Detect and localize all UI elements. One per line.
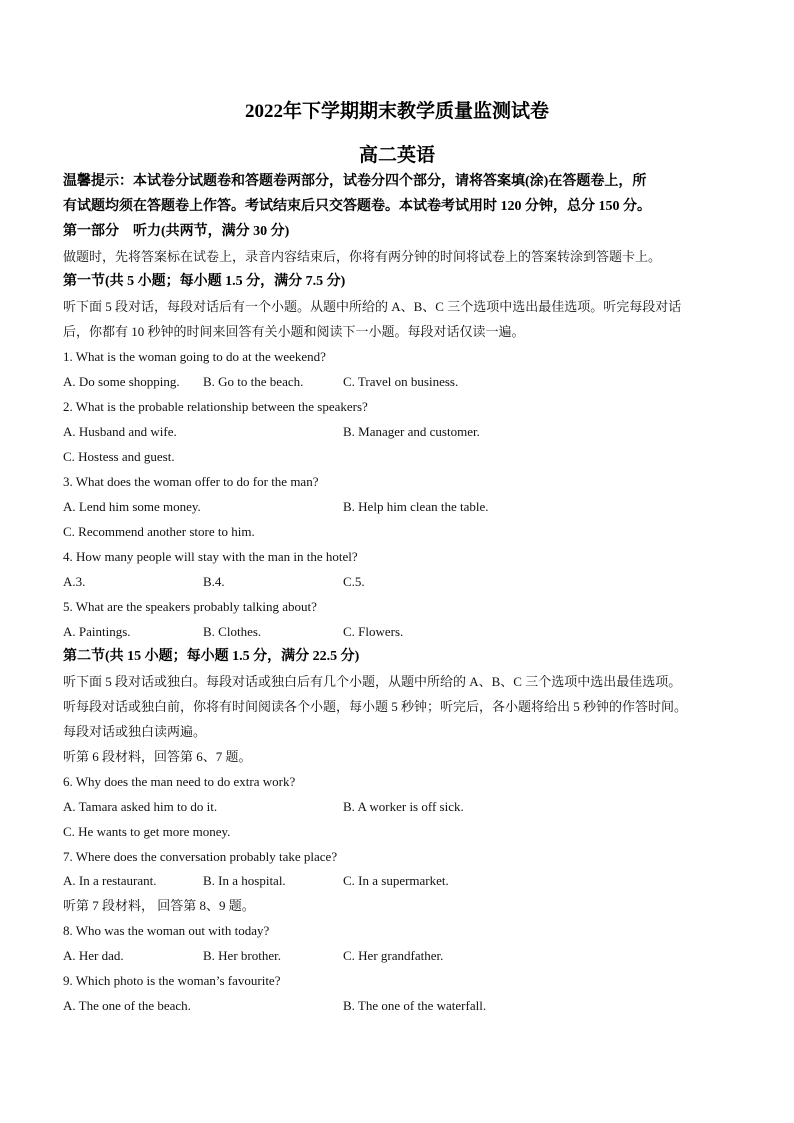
section1-instruction-1: 听下面 5 段对话，每段对话后有一个小题。从题中所给的 A、B、C 三个选项中选出最佳选项。听完每段对话 xyxy=(63,299,682,314)
question-7-stem: 7. Where does the conversation probably take place? xyxy=(63,849,338,864)
question-3-option-b: B. Help him clean the table. xyxy=(343,499,489,514)
question-7-option-b: B. In a hospital. xyxy=(203,873,286,888)
exam-subtitle: 高二英语 xyxy=(358,145,435,166)
question-2-option-c: C. Hostess and guest. xyxy=(63,449,175,464)
question-9-stem: 9. Which photo is the woman’s favourite? xyxy=(63,973,281,988)
section2-instruction-1: 听下面 5 段对话或独白。每段对话或独白后有几个小题，从题中所给的 A、B、C 三个选项中选出最佳选项。 xyxy=(63,674,682,689)
question-8-option-a: A. Her dad. xyxy=(63,948,124,963)
question-4-option-c: C.5. xyxy=(343,574,365,589)
question-6-stem: 6. Why does the man need to do extra work? xyxy=(63,774,296,789)
question-6-option-c: C. He wants to get more money. xyxy=(63,824,231,839)
question-2-option-a: A. Husband and wife. xyxy=(63,424,177,439)
section1-heading: 第一节(共 5 小题；每小题 1.5 分，满分 7.5 分) xyxy=(63,274,346,289)
question-4-option-a: A.3. xyxy=(63,574,86,589)
question-7-option-c: C. In a supermarket. xyxy=(343,873,449,888)
material-7-note: 听第 7 段材料， 回答第 8、9 题。 xyxy=(63,898,255,913)
section2-heading: 第二节(共 15 小题；每小题 1.5 分，满分 22.5 分) xyxy=(63,649,360,664)
question-2-option-b: B. Manager and customer. xyxy=(343,424,480,439)
tip-line-1: 温馨提示：本试卷分试题卷和答题卷两部分，试卷分四个部分，请将答案填(涂)在答题卷上，所 xyxy=(63,174,647,189)
question-8-stem: 8. Who was the woman out with today? xyxy=(63,923,270,938)
section1-instruction-2: 后，你都有 10 秒钟的时间来回答有关小题和阅读下一小题。每段对话仅读一遍。 xyxy=(63,324,525,339)
tip-line-2: 有试题均须在答题卷上作答。考试结束后只交答题卷。本试卷考试用时 120 分钟，总分 150 分。 xyxy=(63,199,651,214)
question-7-option-a: A. In a restaurant. xyxy=(63,873,157,888)
question-3-option-c: C. Recommend another store to him. xyxy=(63,524,255,539)
question-6-option-b: B. A worker is off sick. xyxy=(343,799,464,814)
material-6-note: 听第 6 段材料，回答第 6、7 题。 xyxy=(63,749,252,764)
question-3-stem: 3. What does the woman offer to do for the man? xyxy=(63,474,319,489)
part1-heading: 第一部分 听力(共两节，满分 30 分) xyxy=(63,224,290,239)
section2-instruction-3: 每段对话或独白读两遍。 xyxy=(63,724,207,739)
question-3-option-a: A. Lend him some money. xyxy=(63,499,201,514)
question-9-option-a: A. The one of the beach. xyxy=(63,998,191,1013)
question-5-option-a: A. Paintings. xyxy=(63,624,131,639)
question-1-option-a: A. Do some shopping. xyxy=(63,374,180,389)
question-4-stem: 4. How many people will stay with the man in the hotel? xyxy=(63,549,358,564)
question-1-stem: 1. What is the woman going to do at the weekend? xyxy=(63,349,326,364)
question-5-option-b: B. Clothes. xyxy=(203,624,262,639)
question-1-option-c: C. Travel on business. xyxy=(343,374,459,389)
part1-instruction: 做题时，先将答案标在试卷上，录音内容结束后，你将有两分钟的时间将试卷上的答案转涂到答题卡上。 xyxy=(63,249,662,264)
question-1-option-b: B. Go to the beach. xyxy=(203,374,304,389)
question-6-option-a: A. Tamara asked him to do it. xyxy=(63,799,218,814)
question-8-option-b: B. Her brother. xyxy=(203,948,281,963)
section2-instruction-2: 听每段对话或独白前，你将有时间阅读各个小题，每小题 5 秒钟；听完后，各小题将给出 5 秒钟的作答时间。 xyxy=(63,699,688,714)
question-4-option-b: B.4. xyxy=(203,574,225,589)
question-5-option-c: C. Flowers. xyxy=(343,624,404,639)
exam-title: 2022年下学期期末教学质量监测试卷 xyxy=(244,101,549,122)
question-9-option-b: B. The one of the waterfall. xyxy=(343,998,487,1013)
question-5-stem: 5. What are the speakers probably talking about? xyxy=(63,599,317,614)
question-8-option-c: C. Her grandfather. xyxy=(343,948,444,963)
question-2-stem: 2. What is the probable relationship between the speakers? xyxy=(63,399,368,414)
